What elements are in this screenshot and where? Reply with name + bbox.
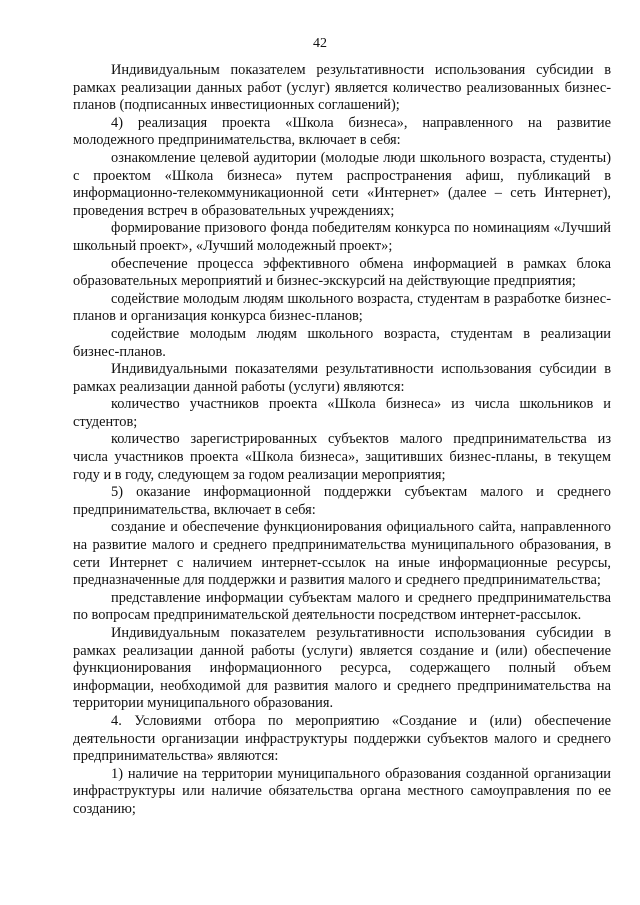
page-number: 42 [313,36,327,51]
paragraph-registered-entities-count: количество зарегистрированных субъектов малого предпринимательства из числа участников проекта «Школа бизнеса», защитивших бизнес-планы, в текущем году и в году, следующем за годом реализации мероприятия; [73,431,611,483]
paragraph-item-5-information-support: 5) оказание информационной поддержки субъектам малого и среднего предпринимательства, включает в себя: [73,484,611,518]
paragraph-indicator-business-plans: Индивидуальным показателем результативности использования субсидии в рамках реализации данных работ (услуг) является количество реализованных бизнес-планов (подписанных инвестиционных соглашений); [73,62,611,114]
paragraph-information-exchange: обеспечение процесса эффективного обмена информацией в рамках блока образовательных мероприятий и бизнес-экскурсий на действующие предприятия; [73,255,611,290]
paragraph-indicators-intro: Индивидуальными показателями результативности использования субсидии в рамках реализации данной работы (услуги) являются: [73,361,611,395]
paragraph-audience-awareness: ознакомление целевой аудитории (молодые люди школьного возраста, студенты) с проектом «Школа бизнеса» путем распространения афиш, публикаций в информационно-телекоммуникационной сети «Интернет» (далее – сеть Интернет), проведения встреч в образовательных учреждениях; [73,149,611,219]
paragraph-prize-fund: формирование призового фонда победителям конкурса по номинациям «Лучший школьный проект», «Лучший молодежный проект»; [73,220,611,254]
paragraph-section-4-selection-conditions: 4. Условиями отбора по мероприятию «Создание и (или) обеспечение деятельности организации инфраструктуры поддержки субъектов малого и среднего предпринимательства» являются: [73,712,611,765]
paragraph-condition-1: 1) наличие на территории муниципального образования созданной организации инфраструктуры или наличие обязательства органа местного самоуправления по ее созданию; [73,765,611,817]
paragraph-indicator-information-resource: Индивидуальным показателем результативности использования субсидии в рамках реализации данной работы (услуги) является создание и (или) обеспечение функционирования информационного ресурса, содержащего полный объем информации, необходимой для развития малого и среднего предпринимательства на территории муниципального образования. [73,625,611,712]
paragraph-participants-count: количество участников проекта «Школа бизнеса» из числа школьников и студентов; [73,396,611,430]
paragraph-item-4-business-school: 4) реализация проекта «Школа бизнеса», направленного на развитие молодежного предпринимательства, включает в себя: [73,114,611,149]
paragraph-official-site: создание и обеспечение функционирования официального сайта, направленного на развитие малого и среднего предпринимательства муниципального образования, в сети Интернет с наличием интернет-ссылок на иные информационные ресурсы, предназначенные для поддержки и развития малого и среднего предпринимательства; [73,519,611,589]
document-body [73,62,611,819]
paragraph-mailings: представление информации субъектам малого и среднего предпринимательства по вопросам предпринимательской деятельности посредством интернет-рассылок. [73,589,611,624]
paragraph-business-plan-implementation: содействие молодым людям школьного возраста, студентам в реализации бизнес-планов. [73,325,611,360]
paragraph-business-plan-development: содействие молодым людям школьного возраста, студентам в разработке бизнес-планов и организация конкурса бизнес-планов; [73,290,611,325]
